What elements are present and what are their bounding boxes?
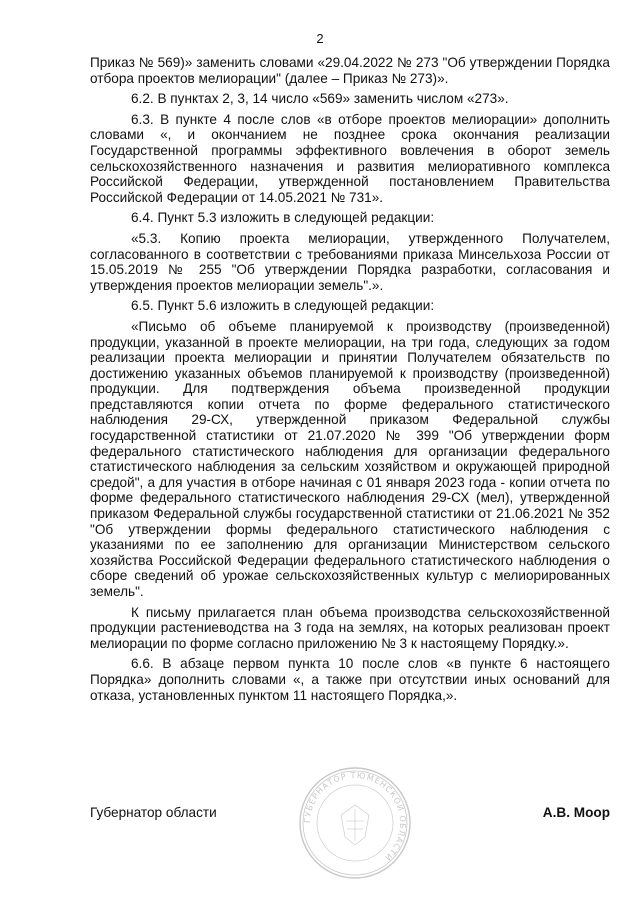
paragraph-6-5: 6.5. Пункт 5.6 изложить в следующей редакции: [131, 298, 435, 314]
seal-text: ГУБЕРНАТОР ТЮМЕНСКОЙ ОБЛАСТИ [302, 770, 408, 863]
page-number: 2 [316, 31, 324, 46]
paragraph-attachment: К письму прилагается план объема производства сельскохозяйственной продукции растениеводства на 3 года на землях, на которых реализован проект мелиорации по форме согласно приложению № 3 к настоящему Порядку.». [90, 604, 610, 651]
paragraph-6-3: 6.3. В пункте 4 после слов «в отборе проектов мелиорации» дополнить словами «, и окончанием не позднее срока окончания реализации Государственной программы эффективного вовлечения в оборот земель сельскохозяйственного назначения и развития мелиоративного комплекса Российской Федерации, утвержденной постановлением Правительства Российской Федерации от 14.05.2021 № 731». [90, 111, 610, 205]
signature-block [90, 805, 610, 825]
paragraph-6-4: 6.4. Пункт 5.3 изложить в следующей редакции: [131, 210, 435, 226]
paragraph-6-6: 6.6. В абзаце первом пункта 10 после слов «в пункте 6 настоящего Порядка» дополнить словами «, а также при отсутствии иных оснований для отказа, установленных пунктом 11 настоящего Порядка,». [90, 656, 610, 703]
paragraph-6-2: 6.2. В пунктах 2, 3, 14 число «569» заменить числом «273». [131, 91, 509, 107]
paragraph-5-6-text: «Письмо об объеме планируемой к производству (произведенной) продукции, указанной в проекте мелиорации, на три года, следующих за годом реализации проекта мелиорации и принятии Получателем обязательств по достижению указанных объемов планируемой к производству (произведенной) продукции. Для подтверждения объема произведенной продукции представляются копии отчета по форме федерального статистического наблюдения 29-СХ, утвержденной приказом Федеральной службы государственной статистики от 21.07.2020 № 399 "Об утверждении форм федерального статистического наблюдения для организации федерального статистического наблюдения за сельским хозяйством и окружающей природной средой", а для участия в отборе начиная с 01 января 2023 года - копии отчета по форме федерального статистического наблюдения 29-СХ (мел), утвержденной приказом Федеральной службы государственной статистики от 21.06.2021 № 352 "Об утверждении формы федерального статистического наблюдения с указаниями по ее заполнению для организации Министерством сельского хозяйства Российской Федерации федерального статистического наблюдения о сборе сведений об урожае сельскохозяйственных культур с мелиорированных земель". [90, 318, 610, 599]
paragraph-5-3-text: «5.3. Копию проекта мелиорации, утвержденного Получателем, согласованного в соответствии с требованиями приказа Минсельхоза России от 15.05.2019 № 255 "Об утверждении Порядка разработки, согласования и утверждения проектов мелиорации земель".». [90, 230, 610, 293]
signatory-title: Губернатор области [90, 805, 217, 820]
document-body [90, 55, 610, 708]
paragraph-continuation: Приказ № 569)» заменить словами «29.04.2022 № 273 "Об утверждении Порядка отбора проектов мелиорации" (далее – Приказ № 273)». [90, 55, 610, 86]
signatory-name: А.В. Моор [542, 805, 610, 820]
